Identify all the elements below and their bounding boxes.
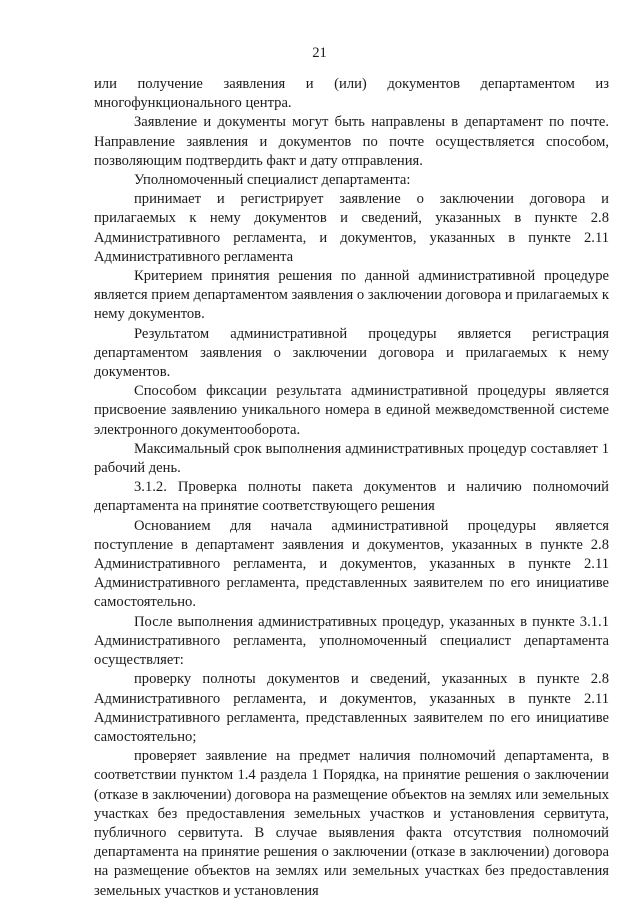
paragraph: или получение заявления и (или) документов департаментом из многофункционального центра. bbox=[94, 76, 609, 112]
paragraph: Основанием для начала административной процедуры является поступление в департамент заявления и документов, указанных в пункте 2.8 Административного регламента, и документов, указанных в пункте 2.11 Административного регламента, представленных заявителем по его инициативе самостоятельно. bbox=[94, 517, 609, 611]
page-number: 21 bbox=[312, 45, 327, 61]
paragraph: Уполномоченный специалист департамента: bbox=[134, 172, 411, 189]
section-heading: 3.1.2. Проверка полноты пакета документов и наличию полномочий департамента на принятие соответствующего решения bbox=[94, 479, 609, 515]
paragraph: принимает и регистрирует заявление о заключении договора и прилагаемых к нему документов и сведений, указанных в пункте 2.8 Административного регламента, и документов, указанных в пункте 2.11 Административного регламента bbox=[94, 191, 609, 265]
paragraph: Заявление и документы могут быть направлены в департамент по почте. Направление заявления и документов по почте осуществляется способом, позволяющим подтвердить факт и дату отправления. bbox=[94, 114, 609, 169]
paragraph: Критерием принятия решения по данной административной процедуре является прием департаментом заявления о заключении договора и прилагаемых к нему документов. bbox=[94, 268, 609, 323]
paragraph: Результатом административной процедуры является регистрация департаментом заявления о заключении договора и прилагаемых к нему документов. bbox=[94, 325, 609, 381]
paragraph: проверку полноты документов и сведений, указанных в пункте 2.8 Административного регламента, и документов, указанных в пункте 2.11 Административного регламента, представленных заявителем по его инициативе самостоятельно; bbox=[94, 671, 609, 745]
paragraph: Максимальный срок выполнения административных процедур составляет 1 рабочий день. bbox=[94, 440, 609, 477]
document-body bbox=[94, 75, 609, 901]
paragraph: Способом фиксации результата административной процедуры является присвоение заявлению уникального номера в единой межведомственной системе электронного документооборота. bbox=[94, 383, 609, 438]
paragraph: проверяет заявление на предмет наличия полномочий департамента, в соответствии пунктом 1.4 раздела 1 Порядка, на принятие решения о заключении (отказе в заключении) договора на размещение объектов на землях или земельных участках без предоставления земельных участков и установления сервитута, публичного сервитута. В случае выявления факта отсутствия полномочий департамента на принятие решения о заключении (отказе в заключении) договора на размещение объектов на землях или земельных участках без предоставления земельных участков и установления bbox=[94, 748, 609, 899]
paragraph: После выполнения административных процедур, указанных в пункте 3.1.1 Административного регламента, уполномоченный специалист департамента осуществляет: bbox=[94, 613, 609, 669]
